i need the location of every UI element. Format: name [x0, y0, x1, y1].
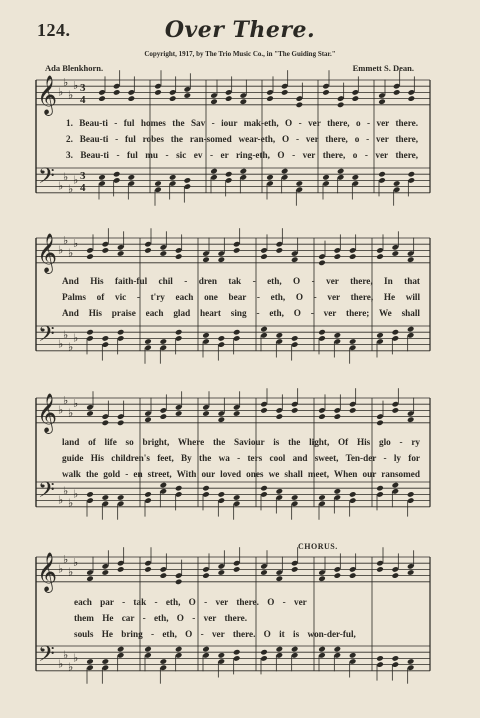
note-head: [392, 482, 400, 489]
note-head: [233, 329, 241, 336]
flat-sign-icon: ♭: [63, 394, 69, 408]
note-head: [260, 326, 268, 333]
note-head: [160, 482, 168, 489]
note-head: [334, 572, 342, 579]
note-head: [184, 177, 192, 184]
flat-sign-icon: ♭: [58, 243, 64, 257]
note-head: [376, 420, 384, 427]
note-head: [378, 98, 386, 105]
note-head: [202, 572, 210, 579]
lyric-line-verse-1: And His faith-ful chil - dren tak - eth, O - ver there, In that: [62, 276, 420, 286]
note-head: [276, 488, 284, 495]
flat-sign-icon: ♭: [73, 397, 79, 411]
note-head: [225, 171, 233, 178]
note-head: [376, 485, 384, 492]
note-head: [160, 572, 168, 579]
time-signature: 3: [80, 170, 86, 182]
note-head: [260, 569, 268, 576]
note-head: [291, 646, 299, 653]
note-head: [334, 488, 342, 495]
chorus-label: CHORUS.: [298, 542, 338, 551]
note-head: [276, 247, 284, 254]
note-head: [144, 491, 152, 498]
note-head: [260, 407, 268, 414]
treble-clef-icon: 𝄞: [37, 552, 58, 592]
note-head: [218, 652, 226, 659]
flat-sign-icon: ♭: [58, 403, 64, 417]
note-head: [98, 174, 106, 181]
note-head: [218, 335, 226, 342]
note-head: [225, 95, 233, 102]
note-head: [349, 253, 357, 260]
flat-sign-icon: ♭: [58, 337, 64, 351]
note-head: [113, 171, 121, 178]
note-head: [352, 95, 360, 102]
note-head: [233, 247, 241, 254]
note-head: [160, 413, 168, 420]
flat-sign-icon: ♭: [68, 246, 74, 260]
note-head: [240, 98, 248, 105]
note-head: [144, 566, 152, 573]
note-head: [276, 413, 284, 420]
copyright-notice: Copyright, 1917, by The Trio Music Co., in "The Guiding Star.": [144, 50, 336, 58]
note-head: [102, 658, 110, 665]
note-head: [337, 168, 345, 175]
note-head: [175, 485, 183, 492]
bass-clef-icon: 𝄢: [38, 322, 55, 352]
note-head: [175, 410, 183, 417]
note-head: [184, 92, 192, 99]
note-head: [154, 89, 162, 96]
note-head: [160, 658, 168, 665]
note-head: [378, 171, 386, 178]
treble-clef-icon: 𝄞: [37, 393, 58, 433]
flat-sign-icon: ♭: [58, 562, 64, 576]
flat-sign-icon: ♭: [68, 565, 74, 579]
flat-sign-icon: ♭: [73, 79, 79, 93]
note-head: [318, 575, 326, 582]
note-head: [202, 485, 210, 492]
note-head: [86, 329, 94, 336]
note-head: [240, 168, 248, 175]
lyric-line-verse-1: 1. Beau-ti - ful homes the Sav - iour mak-eth, O - ver there, o - ver there.: [66, 118, 418, 128]
flat-sign-icon: ♭: [73, 237, 79, 251]
note-head: [260, 485, 268, 492]
note-head: [169, 174, 177, 181]
note-head: [276, 575, 284, 582]
note-head: [376, 655, 384, 662]
note-head: [175, 646, 183, 653]
note-head: [86, 658, 94, 665]
note-head: [392, 572, 400, 579]
flat-sign-icon: ♭: [73, 556, 79, 570]
note-head: [281, 89, 289, 96]
note-head: [175, 579, 183, 586]
note-head: [113, 89, 121, 96]
note-head: [392, 250, 400, 257]
note-head: [392, 329, 400, 336]
note-head: [291, 335, 299, 342]
flat-sign-icon: ♭: [63, 328, 69, 342]
note-head: [218, 569, 226, 576]
note-head: [408, 95, 416, 102]
note-head: [407, 491, 415, 498]
flat-sign-icon: ♭: [73, 173, 79, 187]
note-head: [128, 174, 136, 181]
note-head: [144, 247, 152, 254]
note-head: [86, 491, 94, 498]
flat-sign-icon: ♭: [58, 657, 64, 671]
note-head: [218, 256, 226, 263]
note-head: [98, 95, 106, 102]
note-head: [334, 253, 342, 260]
flat-sign-icon: ♭: [63, 484, 69, 498]
note-head: [102, 494, 110, 501]
note-head: [337, 102, 345, 109]
note-head: [376, 253, 384, 260]
note-head: [407, 569, 415, 576]
note-head: [266, 95, 274, 102]
note-head: [408, 171, 416, 178]
note-head: [210, 168, 218, 175]
note-head: [117, 420, 125, 427]
note-head: [86, 410, 94, 417]
note-head: [276, 332, 284, 339]
note-head: [117, 250, 125, 257]
treble-clef-icon: 𝄞: [37, 233, 58, 273]
note-head: [218, 491, 226, 498]
flat-sign-icon: ♭: [68, 340, 74, 354]
lyric-line-verse-3: souls He bring - eth, O - ver there. O it is won-der-ful,: [74, 629, 356, 639]
note-head: [291, 494, 299, 501]
lyric-line-verse-2: Palms of vic - t'ry each one bear - eth, O - ver there, He will: [62, 292, 420, 302]
note-head: [276, 646, 284, 653]
note-head: [202, 332, 210, 339]
note-head: [296, 180, 304, 187]
note-head: [376, 332, 384, 339]
flat-sign-icon: ♭: [73, 651, 79, 665]
note-head: [117, 494, 125, 501]
note-head: [233, 410, 241, 417]
note-head: [144, 416, 152, 423]
note-head: [160, 338, 168, 345]
note-head: [144, 338, 152, 345]
note-head: [233, 649, 241, 656]
flat-sign-icon: ♭: [73, 331, 79, 345]
lyric-line-verse-2: 2. Beau-ti - ful robes the ran-somed wear-eth, O - ver there, o - ver there,: [66, 134, 418, 144]
note-head: [144, 646, 152, 653]
note-head: [202, 410, 210, 417]
note-head: [117, 646, 125, 653]
note-head: [393, 180, 401, 187]
note-head: [86, 575, 94, 582]
lyric-line-verse-3: And His praise each glad heart sing - eth, O - ver there; We shall: [62, 308, 420, 318]
page-number: 124.: [37, 20, 71, 40]
flat-sign-icon: ♭: [58, 493, 64, 507]
note-head: [407, 256, 415, 263]
flat-sign-icon: ♭: [68, 660, 74, 674]
note-head: [349, 572, 357, 579]
time-signature: 3: [80, 82, 86, 94]
note-head: [407, 416, 415, 423]
note-head: [102, 569, 110, 576]
note-head: [407, 326, 415, 333]
note-head: [322, 89, 330, 96]
note-head: [349, 652, 357, 659]
note-head: [392, 407, 400, 414]
note-head: [352, 174, 360, 181]
hymn-title: Over There.: [164, 17, 316, 43]
lyric-line-verse-3: walk the gold - en street, With our loved ones we shall meet, When our ransomed: [62, 469, 420, 479]
lyricist-credit: Ada Blenkhorn.: [45, 63, 104, 73]
flat-sign-icon: ♭: [73, 487, 79, 501]
note-head: [117, 566, 125, 573]
flat-sign-icon: ♭: [68, 182, 74, 196]
note-head: [160, 250, 168, 257]
bass-clef-icon: 𝄢: [38, 478, 55, 508]
time-signature: 4: [80, 94, 86, 106]
note-head: [318, 260, 326, 267]
lyric-line-verse-1: each par - tak - eth, O - ver there. O - ver: [74, 597, 307, 607]
note-head: [318, 329, 326, 336]
note-head: [202, 646, 210, 653]
bass-clef-icon: 𝄢: [38, 164, 55, 194]
treble-clef-icon: 𝄞: [37, 75, 58, 115]
flat-sign-icon: ♭: [68, 406, 74, 420]
note-head: [318, 413, 326, 420]
flat-sign-icon: ♭: [58, 85, 64, 99]
note-head: [334, 413, 342, 420]
flat-sign-icon: ♭: [68, 88, 74, 102]
note-head: [210, 98, 218, 105]
note-head: [117, 329, 125, 336]
note-head: [349, 338, 357, 345]
note-head: [318, 494, 326, 501]
note-head: [291, 407, 299, 414]
note-head: [175, 253, 183, 260]
flat-sign-icon: ♭: [63, 648, 69, 662]
flat-sign-icon: ♭: [68, 496, 74, 510]
time-signature: 4: [80, 182, 86, 194]
note-head: [102, 335, 110, 342]
note-head: [296, 102, 304, 109]
note-head: [233, 494, 241, 501]
bass-clef-icon: 𝄢: [38, 642, 55, 672]
note-head: [318, 646, 326, 653]
flat-sign-icon: ♭: [63, 234, 69, 248]
note-head: [175, 329, 183, 336]
note-head: [291, 566, 299, 573]
note-head: [218, 416, 226, 423]
note-head: [266, 174, 274, 181]
note-head: [392, 655, 400, 662]
note-head: [86, 253, 94, 260]
lyric-line-verse-2: guide His children's feet, By the wa - ters cool and sweet, Ten-der - ly for: [62, 453, 420, 463]
note-head: [128, 95, 136, 102]
lyric-line-verse-3: 3. Beau-ti - ful mu - sic ev - er ring-eth, O - ver there, o - ver there,: [66, 150, 418, 160]
flat-sign-icon: ♭: [58, 179, 64, 193]
note-head: [260, 649, 268, 656]
flat-sign-icon: ♭: [63, 76, 69, 90]
note-head: [349, 407, 357, 414]
note-head: [260, 253, 268, 260]
note-head: [376, 566, 384, 573]
note-head: [349, 491, 357, 498]
lyric-line-verse-2: them He car - eth, O - ver there.: [74, 613, 248, 623]
composer-credit: Emmett S. Dean.: [352, 63, 414, 73]
note-head: [154, 180, 162, 187]
note-head: [334, 332, 342, 339]
note-head: [169, 95, 177, 102]
flat-sign-icon: ♭: [63, 553, 69, 567]
note-head: [102, 247, 110, 254]
note-head: [407, 658, 415, 665]
note-head: [393, 89, 401, 96]
note-head: [334, 646, 342, 653]
note-head: [233, 566, 241, 573]
note-head: [322, 174, 330, 181]
lyric-line-verse-1: land of life so bright, Where the Saviour is the light, Of His glo - ry: [62, 437, 420, 447]
note-head: [202, 256, 210, 263]
note-head: [281, 168, 289, 175]
note-head: [291, 256, 299, 263]
flat-sign-icon: ♭: [63, 170, 69, 184]
note-head: [102, 420, 110, 427]
